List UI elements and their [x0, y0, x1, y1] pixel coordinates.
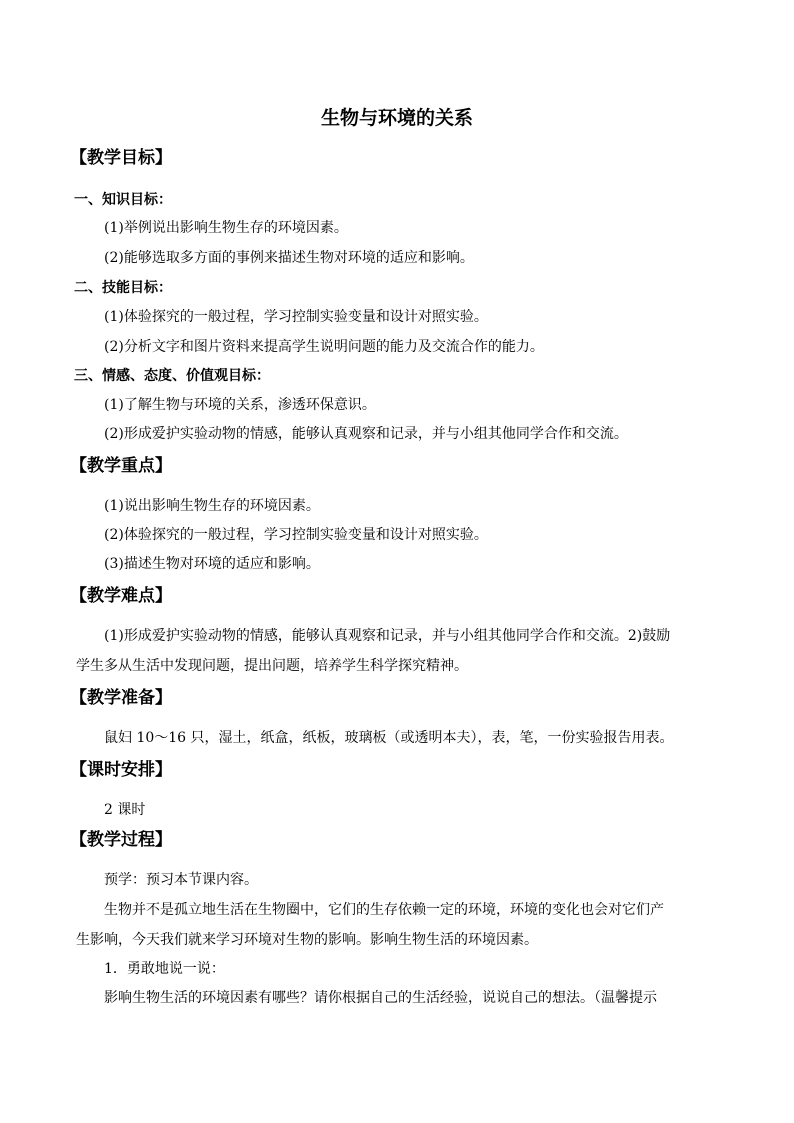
knowledge-item-2: (2)能够选取多方面的事例来描述生物对环境的适应和影响。 [104, 250, 474, 266]
emotion-objectives-heading: 三、情感、态度、价值观目标： [74, 368, 270, 384]
preparation-text: 鼠妇 10～16 只，湿土，纸盒，纸板，玻璃板（或透明本夫），表，笔，一份实验报告用表。 [104, 730, 674, 746]
skill-objectives-heading: 二、技能目标： [74, 280, 172, 296]
schedule-heading: 【课时安排】 [70, 760, 172, 780]
process-intro-line-1: 生物并不是孤立地生活在生物圈中，它们的生存依赖一定的环境，环境的变化也会对它们产 [104, 902, 664, 918]
skill-item-1: (1)体验探究的一般过程，学习控制实验变量和设计对照实验。 [104, 309, 488, 325]
key-point-3: (3)描述生物对环境的适应和影响。 [104, 556, 320, 572]
difficulties-line-1: (1)形成爱护实验动物的情感，能够认真观察和记录，并与小组其他同学合作和交流。2)鼓励 [104, 628, 671, 644]
emotion-item-2: (2)形成爱护实验动物的情感，能够认真观察和记录，并与小组其他同学合作和交流。 [104, 426, 628, 442]
skill-item-2: (2)分析文字和图片资料来提高学生说明问题的能力及交流合作的能力。 [104, 339, 544, 355]
key-point-1: (1)说出影响生物生存的环境因素。 [104, 498, 320, 514]
key-points-heading: 【教学重点】 [70, 456, 172, 476]
process-intro-line-2: 生影响，今天我们就来学习环境对生物的影响。影响生物生活的环境因素。 [76, 932, 538, 948]
preparation-heading: 【教学准备】 [70, 688, 172, 708]
process-step-1: 1．勇敢地说一说： [104, 961, 225, 977]
knowledge-item-1: (1)举例说出影响生物生存的环境因素。 [104, 220, 348, 236]
process-heading: 【教学过程】 [70, 830, 172, 850]
emotion-item-1: (1)了解生物与环境的关系，渗透环保意识。 [104, 397, 376, 413]
objectives-heading: 【教学目标】 [70, 148, 172, 168]
page-title: 生物与环境的关系 [320, 107, 473, 129]
process-preview: 预学：预习本节课内容。 [104, 872, 258, 888]
difficulties-heading: 【教学难点】 [70, 586, 172, 606]
difficulties-line-2: 学生多从生活中发现问题，提出问题，培养学生科学探究精神。 [76, 658, 468, 674]
knowledge-objectives-heading: 一、知识目标： [74, 192, 172, 208]
key-point-2: (2)体验探究的一般过程，学习控制实验变量和设计对照实验。 [104, 527, 488, 543]
schedule-text: 2 课时 [104, 802, 146, 818]
process-step-1-text: 影响生物生活的环境因素有哪些？请你根据自己的生活经验，说说自己的想法。（温馨提示 [104, 990, 657, 1006]
